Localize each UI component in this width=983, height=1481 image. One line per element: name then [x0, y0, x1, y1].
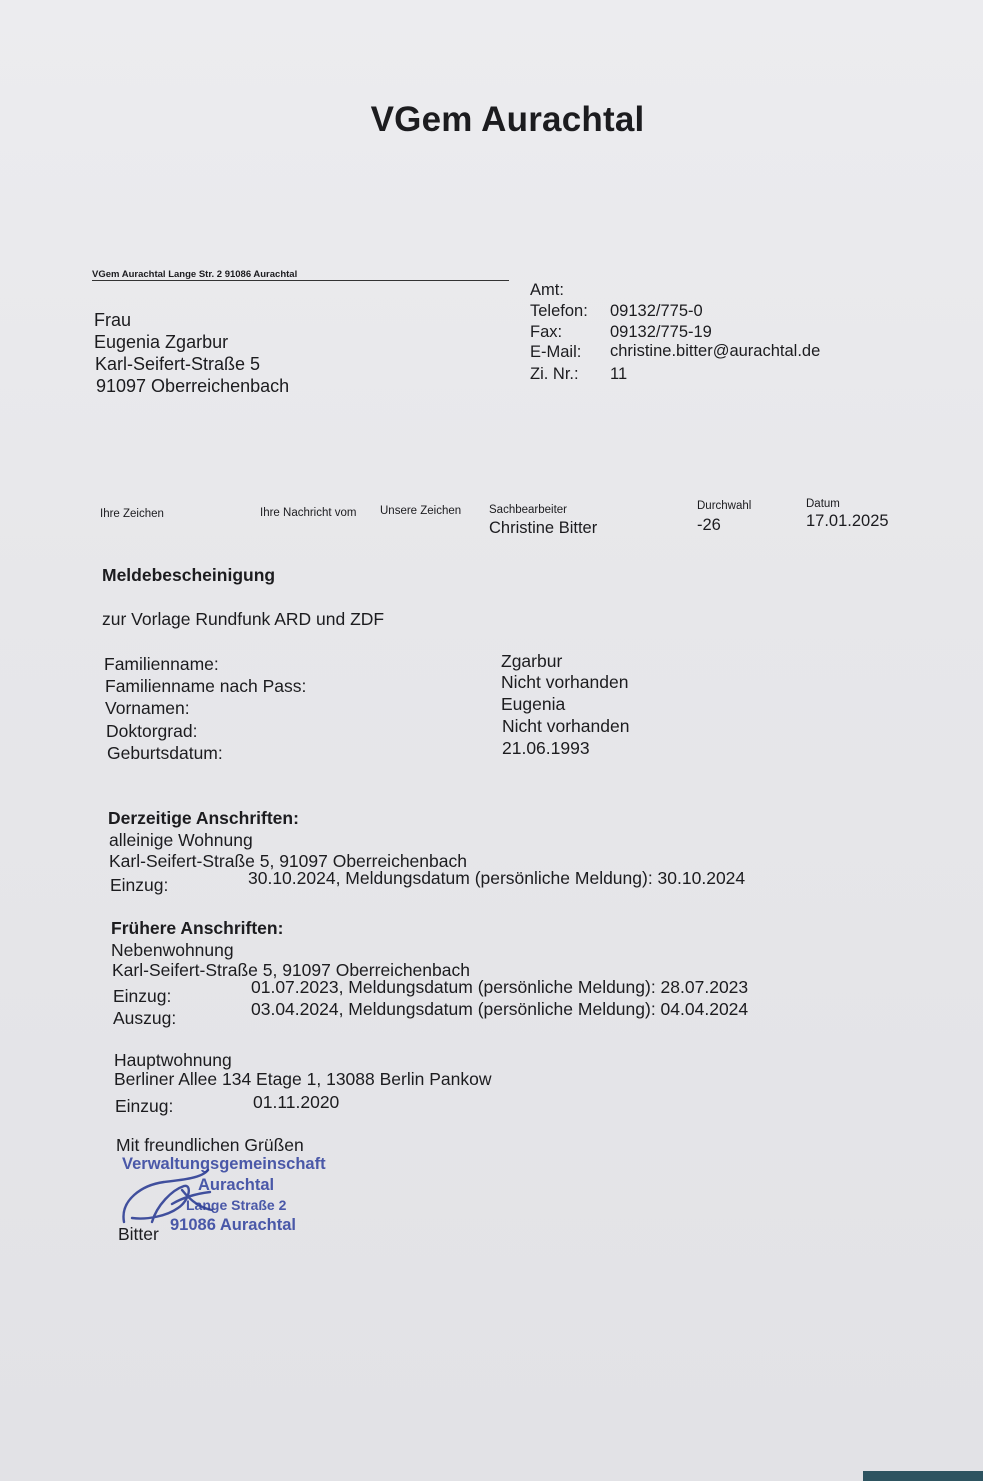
- personal-label: Geburtsdatum:: [107, 743, 223, 763]
- scan-edge: [863, 1471, 983, 1481]
- document-title: VGem Aurachtal: [370, 100, 645, 139]
- personal-label: Doktorgrad:: [106, 721, 198, 741]
- personal-label: Familienname:: [104, 654, 219, 674]
- sender-underline: [92, 280, 509, 281]
- closing-greeting: Mit freundlichen Grüßen: [116, 1135, 304, 1155]
- ref-ihre-zeichen-label: Ihre Zeichen: [100, 508, 164, 520]
- closing-name: Bitter: [118, 1224, 159, 1244]
- contact-phone-label: Telefon:: [530, 302, 588, 320]
- ref-unsere-zeichen-label: Unsere Zeichen: [380, 505, 462, 517]
- recipient-salutation: Frau: [94, 310, 132, 330]
- contact-room-label: Zi. Nr.:: [530, 365, 579, 383]
- ref-ihre-nachricht-label: Ihre Nachricht vom: [260, 507, 357, 519]
- ref-durchwahl: -26: [697, 516, 721, 534]
- personal-label: Familienname nach Pass:: [105, 676, 307, 696]
- ref-sachbearbeiter-label: Sachbearbeiter: [489, 504, 567, 516]
- neben-auszug-label: Auszug:: [113, 1008, 177, 1028]
- personal-value: 21.06.1993: [502, 738, 590, 758]
- personal-value: Eugenia: [501, 694, 566, 714]
- ref-sachbearbeiter: Christine Bitter: [489, 519, 598, 537]
- contact-email: christine.bitter@aurachtal.de: [610, 342, 821, 360]
- neben-auszug-value: 03.04.2024, Meldungsdatum (persönliche Meldung): 04.04.2024: [251, 999, 749, 1019]
- subject-subtitle: zur Vorlage Rundfunk ARD und ZDF: [102, 609, 385, 629]
- current-einzug-value: 30.10.2024, Meldungsdatum (persönliche Meldung): 30.10.2024: [248, 868, 746, 888]
- current-address-line: Karl-Seifert-Straße 5, 91097 Oberreichenbach: [109, 851, 467, 871]
- recipient-street: Karl-Seifert-Straße 5: [95, 354, 261, 374]
- stamp-line-1: Verwaltungsgemeinschaft: [122, 1155, 326, 1173]
- recipient-city: 91097 Oberreichenbach: [96, 376, 290, 396]
- contact-phone: 09132/775-0: [610, 302, 703, 320]
- stamp-line-2: Aurachtal: [198, 1176, 275, 1194]
- contact-email-label: E-Mail:: [530, 343, 582, 361]
- personal-label: Vornamen:: [105, 698, 190, 718]
- personal-value: Nicht vorhanden: [502, 716, 630, 736]
- haupt-einzug-value: 01.11.2020: [253, 1092, 340, 1112]
- contact-amt-label: Amt:: [530, 281, 564, 299]
- ref-datum-label: Datum: [806, 498, 840, 510]
- stamp-line-4: 91086 Aurachtal: [170, 1216, 296, 1234]
- stamp-line-3: Lange Straße 2: [186, 1197, 287, 1213]
- neben-einzug-value: 01.07.2023, Meldungsdatum (persönliche Meldung): 28.07.2023: [251, 977, 749, 997]
- haupt-einzug-label: Einzug:: [115, 1096, 174, 1116]
- sender-return-line: VGem Aurachtal Lange Str. 2 91086 Aurachtal: [92, 269, 298, 280]
- previous-address-heading: Frühere Anschriften:: [111, 918, 284, 938]
- contact-fax: 09132/775-19: [610, 323, 712, 341]
- contact-fax-label: Fax:: [530, 323, 563, 341]
- ref-datum: 17.01.2025: [806, 512, 889, 530]
- haupt-address: Berliner Allee 134 Etage 1, 13088 Berlin Pankow: [114, 1069, 492, 1089]
- current-einzug-label: Einzug:: [110, 875, 169, 895]
- neben-type: Nebenwohnung: [111, 940, 234, 960]
- ref-durchwahl-label: Durchwahl: [697, 500, 752, 512]
- current-address-type: alleinige Wohnung: [109, 830, 253, 850]
- current-address-heading: Derzeitige Anschriften:: [108, 808, 299, 828]
- haupt-type: Hauptwohnung: [114, 1050, 232, 1070]
- neben-address: Karl-Seifert-Straße 5, 91097 Oberreichenbach: [112, 960, 470, 980]
- personal-value: Nicht vorhanden: [501, 672, 629, 692]
- neben-einzug-label: Einzug:: [113, 986, 172, 1006]
- personal-value: Zgarbur: [501, 651, 563, 671]
- recipient-name: Eugenia Zgarbur: [94, 332, 229, 352]
- contact-room: 11: [610, 365, 628, 383]
- subject-heading: Meldebescheinigung: [102, 565, 276, 585]
